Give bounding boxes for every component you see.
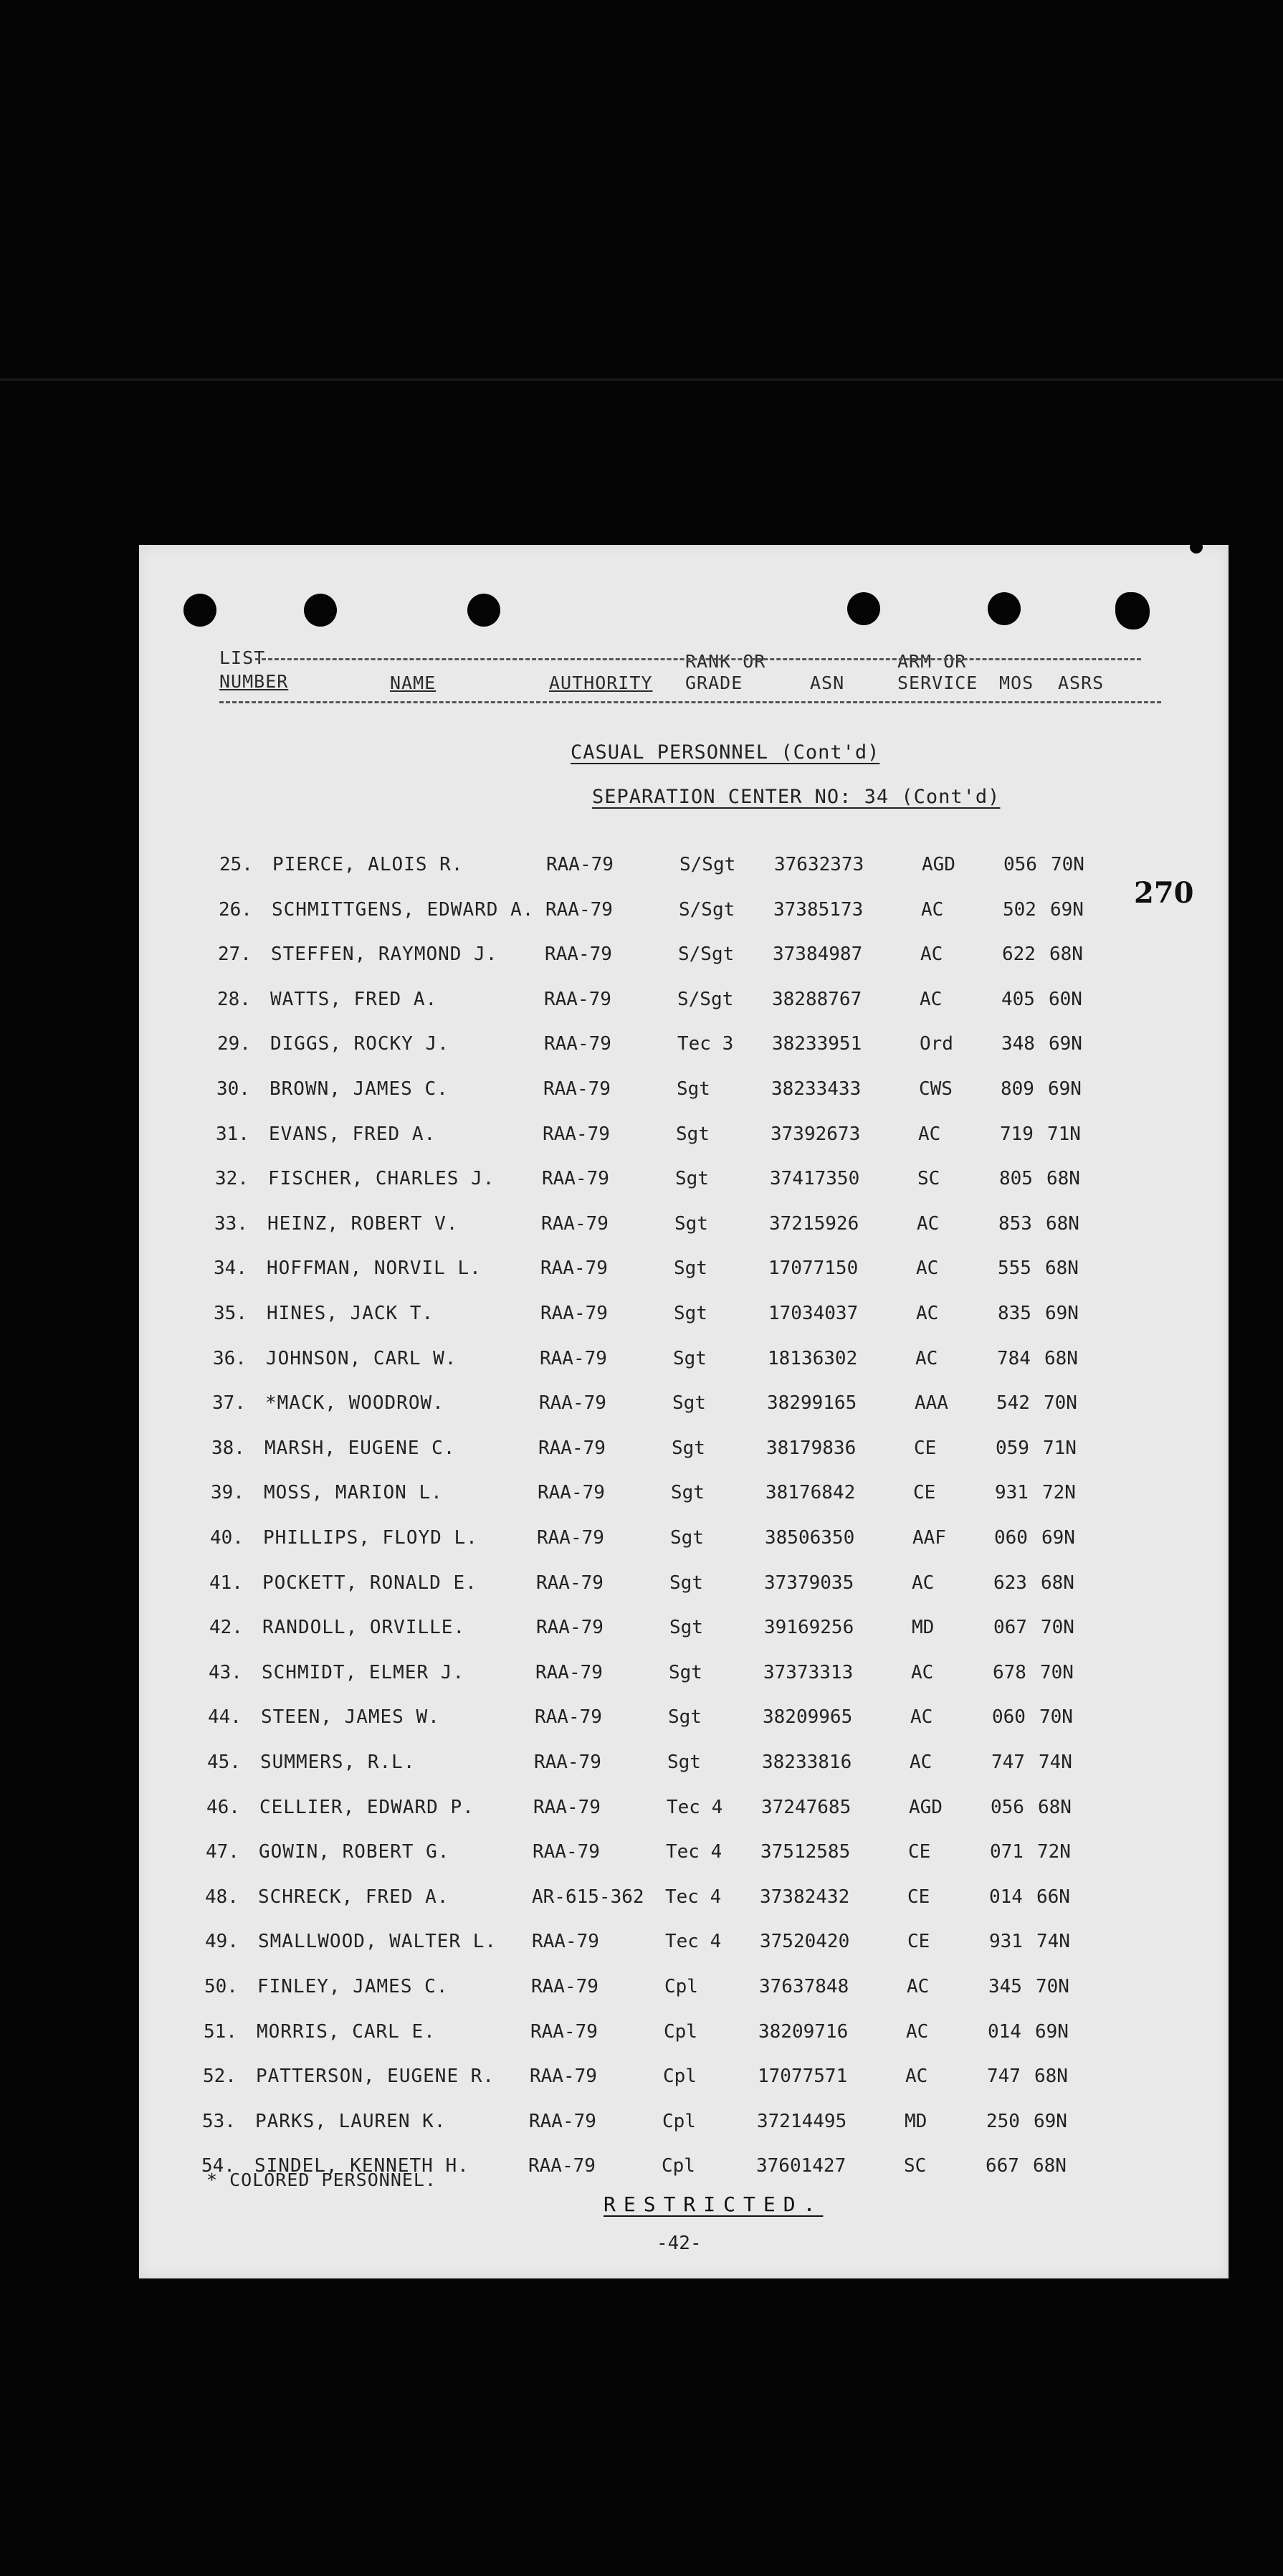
cell-arm-service: AGD <box>909 1797 943 1818</box>
cell-list-number: 27. <box>218 944 252 965</box>
cell-mos: 405 <box>1001 989 1035 1010</box>
cell-list-number: 34. <box>214 1258 247 1279</box>
cell-asn: 37637848 <box>759 1976 849 1997</box>
cell-list-number: 41. <box>209 1572 243 1594</box>
header-asn: ASN <box>810 672 845 693</box>
cell-list-number: 49. <box>205 1931 239 1952</box>
cell-name: MOSS, MARION L. <box>264 1482 443 1503</box>
cell-asrs: 72N <box>1037 1841 1071 1863</box>
cell-list-number: 46. <box>206 1797 240 1818</box>
cell-asrs: 68N <box>1046 1168 1080 1189</box>
cell-list-number: 33. <box>214 1213 248 1235</box>
cell-list-number: 38. <box>211 1437 245 1459</box>
cell-asn: 37417350 <box>770 1168 860 1189</box>
cell-rank: Sgt <box>670 1527 704 1549</box>
table-row <box>219 895 1107 924</box>
table-row <box>216 1075 1105 1103</box>
cell-mos: 784 <box>997 1348 1031 1369</box>
cell-list-number: 32. <box>215 1168 249 1189</box>
cell-rank: S/Sgt <box>677 989 734 1010</box>
cell-list-number: 47. <box>206 1841 239 1863</box>
cell-asn: 37247685 <box>761 1797 852 1818</box>
cell-list-number: 52. <box>203 2066 237 2087</box>
cell-asrs: 68N <box>1044 1348 1078 1369</box>
cell-list-number: 31. <box>216 1123 249 1145</box>
subsection-title: SEPARATION CENTER NO: 34 (Cont'd) <box>592 786 1001 808</box>
cell-asrs: 68N <box>1041 1572 1074 1594</box>
cell-arm-service: AGD <box>922 854 955 875</box>
cell-arm-service: AC <box>912 1572 935 1594</box>
cell-asrs: 70N <box>1036 1976 1069 1997</box>
header-arm-2: SERVICE <box>897 672 978 693</box>
cell-list-number: 35. <box>214 1303 247 1324</box>
header-authority: AUTHORITY <box>549 672 653 693</box>
table-row <box>211 1478 1100 1507</box>
cell-asrs: 69N <box>1041 1527 1075 1549</box>
cell-list-number: 26. <box>219 899 252 921</box>
cell-authority: RAA-79 <box>541 1213 609 1235</box>
table-row <box>202 2107 1091 2136</box>
cell-mos: 014 <box>989 1886 1023 1908</box>
cell-name: *MACK, WOODROW. <box>265 1392 444 1414</box>
cell-asn: 37384987 <box>773 944 863 965</box>
cell-arm-service: AC <box>910 1706 933 1728</box>
cell-asrs: 70N <box>1044 1392 1077 1414</box>
cell-arm-service: AC <box>916 1258 939 1279</box>
cell-asn: 38506350 <box>765 1527 855 1549</box>
table-row <box>204 2017 1092 2046</box>
cell-name: PATTERSON, EUGENE R. <box>256 2066 495 2087</box>
cell-asrs: 74N <box>1039 1752 1072 1773</box>
cell-arm-service: AC <box>916 1303 939 1324</box>
cell-arm-service: CE <box>913 1482 936 1503</box>
cell-arm-service: AC <box>921 899 944 921</box>
cell-rank: Sgt <box>669 1617 703 1638</box>
cell-rank: S/Sgt <box>679 854 736 875</box>
cell-name: STEFFEN, RAYMOND J. <box>271 944 498 965</box>
cell-authority: RAA-79 <box>535 1706 602 1728</box>
table-row <box>209 1569 1098 1597</box>
cell-list-number: 25. <box>219 854 253 875</box>
cell-list-number: 51. <box>204 2021 237 2043</box>
table-row <box>217 985 1106 1014</box>
cell-rank: Sgt <box>672 1437 705 1459</box>
cell-name: PIERCE, ALOIS R. <box>272 854 464 875</box>
cell-mos: 931 <box>989 1931 1023 1952</box>
cell-rank: Tec 3 <box>677 1033 734 1055</box>
cell-name: EVANS, FRED A. <box>269 1123 437 1145</box>
table-row <box>205 1927 1094 1956</box>
cell-arm-service: CE <box>908 1841 931 1863</box>
cell-rank: S/Sgt <box>679 899 735 921</box>
cell-mos: 345 <box>988 1976 1022 1997</box>
cell-asn: 38176842 <box>765 1482 856 1503</box>
table-row <box>207 1748 1096 1777</box>
cell-rank: Cpl <box>663 2066 697 2087</box>
table-row <box>210 1524 1099 1552</box>
cell-asrs: 68N <box>1034 2066 1068 2087</box>
cell-rank: Cpl <box>664 2021 697 2043</box>
punch-hole <box>467 594 500 627</box>
cell-asn: 17034037 <box>768 1303 859 1324</box>
header-rule-bottom <box>219 701 1161 703</box>
cell-mos: 835 <box>998 1303 1031 1324</box>
cell-list-number: 30. <box>216 1078 250 1100</box>
cell-name: RANDOLL, ORVILLE. <box>262 1617 466 1638</box>
cell-asrs: 69N <box>1048 1078 1082 1100</box>
cell-authority: RAA-79 <box>543 1078 611 1100</box>
cell-rank: Sgt <box>669 1662 702 1683</box>
cell-asn: 37632373 <box>774 854 864 875</box>
cell-authority: RAA-79 <box>544 989 611 1010</box>
cell-mos: 060 <box>994 1527 1028 1549</box>
cell-name: SCHRECK, FRED A. <box>258 1886 449 1908</box>
table-row <box>214 1254 1102 1283</box>
cell-asn: 37385173 <box>773 899 864 921</box>
cell-mos: 623 <box>993 1572 1027 1594</box>
cell-authority: RAA-79 <box>534 1752 601 1773</box>
table-row <box>216 1120 1105 1149</box>
cell-asrs: 60N <box>1049 989 1082 1010</box>
cell-asrs: 68N <box>1045 1258 1079 1279</box>
table-row <box>208 1703 1097 1731</box>
cell-arm-service: AC <box>906 2021 929 2043</box>
cell-name: PHILLIPS, FLOYD L. <box>263 1527 478 1549</box>
cell-rank: Tec 4 <box>665 1931 722 1952</box>
table-row <box>214 1299 1102 1328</box>
header-arm-1: ARM OR <box>897 651 967 672</box>
cell-rank: Sgt <box>675 1168 709 1189</box>
punch-hole <box>304 594 337 627</box>
cell-list-number: 36. <box>213 1348 247 1369</box>
cell-name: SCHMIDT, ELMER J. <box>262 1662 465 1683</box>
cell-name: GOWIN, ROBERT G. <box>259 1841 450 1863</box>
cell-asn: 38233951 <box>772 1033 862 1055</box>
cell-rank: Sgt <box>674 1213 708 1235</box>
header-rule-top <box>255 658 1141 660</box>
cell-asrs: 69N <box>1034 2111 1067 2132</box>
corner-mark <box>1190 541 1203 553</box>
cell-mos: 805 <box>999 1168 1033 1189</box>
table-row <box>206 1793 1095 1822</box>
cell-name: JOHNSON, CARL W. <box>266 1348 457 1369</box>
cell-list-number: 42. <box>209 1617 243 1638</box>
cell-mos: 014 <box>988 2021 1021 2043</box>
table-row <box>219 850 1108 879</box>
cell-asn: 38233433 <box>771 1078 862 1100</box>
table-row <box>206 1838 1094 1866</box>
cell-name: PARKS, LAUREN K. <box>255 2111 447 2132</box>
cell-asn: 37392673 <box>771 1123 861 1145</box>
cell-name: SCHMITTGENS, EDWARD A. <box>272 899 535 921</box>
restricted-stamp: RESTRICTED. <box>604 2192 824 2216</box>
punch-hole <box>1115 592 1150 629</box>
cell-rank: Sgt <box>677 1078 710 1100</box>
cell-rank: Sgt <box>671 1482 705 1503</box>
cell-asn: 37214495 <box>757 2111 847 2132</box>
table-row <box>209 1658 1097 1687</box>
punch-hole <box>847 592 880 625</box>
cell-mos: 502 <box>1003 899 1036 921</box>
cell-authority: RAA-79 <box>537 1527 604 1549</box>
cell-arm-service: AC <box>920 944 943 965</box>
cell-asrs: 71N <box>1043 1437 1077 1459</box>
cell-name: MORRIS, CARL E. <box>257 2021 436 2043</box>
cell-asrs: 69N <box>1049 1033 1082 1055</box>
cell-rank: Cpl <box>662 2111 696 2132</box>
cell-list-number: 50. <box>204 1976 238 1997</box>
cell-asn: 38209965 <box>763 1706 853 1728</box>
cell-authority: RAA-79 <box>536 1572 604 1594</box>
cell-mos: 056 <box>991 1797 1024 1818</box>
cell-name: SUMMERS, R.L. <box>260 1752 416 1773</box>
cell-authority: RAA-79 <box>528 2155 596 2177</box>
cell-asn: 38209716 <box>758 2021 849 2043</box>
cell-arm-service: AC <box>905 2066 928 2087</box>
cell-rank: Cpl <box>664 1976 698 1997</box>
cell-asn: 37382432 <box>760 1886 850 1908</box>
cell-rank: Sgt <box>673 1348 707 1369</box>
table-row <box>211 1434 1100 1463</box>
table-row <box>212 1389 1101 1417</box>
table-row <box>205 1883 1094 1911</box>
cell-mos: 667 <box>986 2155 1019 2177</box>
cell-arm-service: AAA <box>915 1392 948 1414</box>
cell-asn: 37379035 <box>764 1572 854 1594</box>
cell-arm-service: AAF <box>912 1527 946 1549</box>
table-row <box>203 2062 1092 2091</box>
header-asrs: ASRS <box>1058 672 1105 693</box>
cell-mos: 809 <box>1001 1078 1034 1100</box>
cell-name: STEEN, JAMES W. <box>261 1706 440 1728</box>
cell-name: SMALLWOOD, WALTER L. <box>258 1931 497 1952</box>
cell-name: FISCHER, CHARLES J. <box>268 1168 495 1189</box>
cell-arm-service: Ord <box>920 1033 953 1055</box>
cell-authority: RAA-79 <box>540 1303 608 1324</box>
cell-authority: RAA-79 <box>533 1841 600 1863</box>
section-title: CASUAL PERSONNEL (Cont'd) <box>571 741 880 764</box>
cell-mos: 348 <box>1001 1033 1035 1055</box>
cell-asrs: 69N <box>1050 899 1084 921</box>
cell-authority: AR-615-362 <box>532 1886 644 1908</box>
cell-asn: 17077571 <box>758 2066 848 2087</box>
table-row <box>217 1030 1106 1058</box>
header-list-number-2: NUMBER <box>219 671 289 692</box>
cell-asrs: 70N <box>1040 1662 1074 1683</box>
cell-list-number: 40. <box>210 1527 244 1549</box>
cell-authority: RAA-79 <box>532 1931 599 1952</box>
cell-arm-service: MD <box>912 1617 935 1638</box>
cell-asn: 18136302 <box>768 1348 858 1369</box>
cell-mos: 071 <box>990 1841 1024 1863</box>
cell-rank: Tec 4 <box>666 1841 722 1863</box>
cell-asn: 38299165 <box>767 1392 857 1414</box>
cell-arm-service: AC <box>907 1976 930 1997</box>
cell-asn: 38233816 <box>762 1752 852 1773</box>
cell-asn: 38288767 <box>772 989 862 1010</box>
cell-arm-service: CWS <box>919 1078 953 1100</box>
cell-arm-service: AC <box>920 989 943 1010</box>
cell-mos: 542 <box>996 1392 1030 1414</box>
cell-asrs: 70N <box>1039 1706 1073 1728</box>
cell-authority: RAA-79 <box>542 1168 609 1189</box>
cell-name: HEINZ, ROBERT V. <box>267 1213 459 1235</box>
cell-mos: 853 <box>998 1213 1032 1235</box>
scan-divider <box>0 379 1283 381</box>
cell-arm-service: SC <box>917 1168 940 1189</box>
cell-name: FINLEY, JAMES C. <box>257 1976 449 1997</box>
cell-arm-service: SC <box>904 2155 927 2177</box>
cell-asn: 38179836 <box>766 1437 857 1459</box>
table-row <box>215 1164 1104 1193</box>
cell-asrs: 68N <box>1046 1213 1079 1235</box>
cell-name: HOFFMAN, NORVIL L. <box>267 1258 482 1279</box>
cell-authority: RAA-79 <box>529 2111 596 2132</box>
cell-mos: 931 <box>995 1482 1029 1503</box>
cell-rank: Sgt <box>667 1752 701 1773</box>
cell-asn: 17077150 <box>768 1258 859 1279</box>
cell-name: WATTS, FRED A. <box>270 989 438 1010</box>
cell-arm-service: CE <box>907 1886 930 1908</box>
cell-mos: 060 <box>992 1706 1026 1728</box>
footnote: * COLORED PERSONNEL. <box>206 2169 437 2190</box>
cell-asrs: 70N <box>1051 854 1084 875</box>
cell-arm-service: AC <box>918 1123 941 1145</box>
cell-rank: Tec 4 <box>665 1886 722 1908</box>
cell-authority: RAA-79 <box>545 899 613 921</box>
cell-name: MARSH, EUGENE C. <box>264 1437 456 1459</box>
cell-authority: RAA-79 <box>530 2021 598 2043</box>
cell-arm-service: AC <box>911 1662 934 1683</box>
cell-list-number: 54. <box>201 2155 235 2177</box>
cell-rank: Sgt <box>674 1258 707 1279</box>
cell-name: HINES, JACK T. <box>267 1303 434 1324</box>
cell-name: SINDEL, KENNETH H. <box>254 2155 469 2177</box>
cell-asn: 37512585 <box>760 1841 851 1863</box>
cell-asn: 37601427 <box>756 2155 846 2177</box>
cell-rank: Sgt <box>669 1572 703 1594</box>
cell-authority: RAA-79 <box>535 1662 603 1683</box>
cell-mos: 678 <box>993 1662 1026 1683</box>
cell-list-number: 43. <box>209 1662 242 1683</box>
cell-rank: Sgt <box>674 1303 707 1324</box>
cell-name: POCKETT, RONALD E. <box>262 1572 477 1594</box>
cell-asn: 37215926 <box>769 1213 859 1235</box>
cell-arm-service: AC <box>917 1213 940 1235</box>
cell-mos: 747 <box>991 1752 1025 1773</box>
cell-authority: RAA-79 <box>544 1033 611 1055</box>
header-name: NAME <box>390 672 437 693</box>
cell-rank: Sgt <box>676 1123 710 1145</box>
cell-list-number: 44. <box>208 1706 242 1728</box>
cell-asn: 39169256 <box>764 1617 854 1638</box>
header-rank-1: RANK OR <box>685 651 766 672</box>
cell-authority: RAA-79 <box>540 1348 607 1369</box>
cell-list-number: 45. <box>207 1752 241 1773</box>
cell-asn: 37373313 <box>763 1662 854 1683</box>
cell-asrs: 70N <box>1041 1617 1074 1638</box>
table-row <box>204 1972 1093 2001</box>
cell-arm-service: CE <box>907 1931 930 1952</box>
cell-asn: 37520420 <box>760 1931 850 1952</box>
cell-mos: 056 <box>1003 854 1037 875</box>
cell-asrs: 69N <box>1035 2021 1069 2043</box>
header-list-number-1: LIST <box>219 647 266 668</box>
cell-name: DIGGS, ROCKY J. <box>270 1033 449 1055</box>
cell-rank: Sgt <box>672 1392 706 1414</box>
header-mos: MOS <box>999 672 1034 693</box>
cell-asrs: 71N <box>1047 1123 1081 1145</box>
cell-authority: RAA-79 <box>540 1258 608 1279</box>
cell-rank: Cpl <box>662 2155 695 2177</box>
cell-authority: RAA-79 <box>546 854 614 875</box>
cell-name: CELLIER, EDWARD P. <box>259 1797 474 1818</box>
cell-arm-service: CE <box>914 1437 937 1459</box>
punch-hole <box>988 592 1021 625</box>
cell-mos: 250 <box>986 2111 1020 2132</box>
cell-authority: RAA-79 <box>533 1797 601 1818</box>
cell-authority: RAA-79 <box>538 1437 606 1459</box>
cell-asrs: 69N <box>1045 1303 1079 1324</box>
table-row <box>213 1344 1102 1373</box>
cell-authority: RAA-79 <box>539 1392 606 1414</box>
cell-asrs: 68N <box>1049 944 1083 965</box>
cell-asrs: 66N <box>1036 1886 1070 1908</box>
table-row <box>209 1613 1098 1642</box>
cell-name: BROWN, JAMES C. <box>270 1078 449 1100</box>
cell-authority: RAA-79 <box>543 1123 610 1145</box>
punch-hole <box>183 594 216 627</box>
cell-list-number: 48. <box>205 1886 239 1908</box>
cell-asrs: 68N <box>1038 1797 1072 1818</box>
cell-arm-service: MD <box>905 2111 927 2132</box>
cell-mos: 555 <box>998 1258 1031 1279</box>
cell-mos: 747 <box>987 2066 1021 2087</box>
cell-list-number: 29. <box>217 1033 251 1055</box>
cell-authority: RAA-79 <box>531 1976 598 1997</box>
cell-list-number: 28. <box>217 989 251 1010</box>
cell-asrs: 68N <box>1033 2155 1067 2177</box>
table-row <box>214 1209 1103 1238</box>
cell-list-number: 53. <box>202 2111 236 2132</box>
cell-mos: 719 <box>1000 1123 1034 1145</box>
cell-mos: 067 <box>993 1617 1027 1638</box>
cell-asrs: 74N <box>1036 1931 1070 1952</box>
cell-arm-service: AC <box>910 1752 933 1773</box>
cell-authority: RAA-79 <box>538 1482 605 1503</box>
cell-list-number: 39. <box>211 1482 244 1503</box>
table-row <box>218 940 1107 969</box>
cell-list-number: 37. <box>212 1392 246 1414</box>
header-rank-2: GRADE <box>685 672 743 693</box>
cell-authority: RAA-79 <box>545 944 612 965</box>
cell-authority: RAA-79 <box>530 2066 597 2087</box>
cell-asrs: 72N <box>1042 1482 1076 1503</box>
cell-rank: S/Sgt <box>678 944 735 965</box>
cell-rank: Tec 4 <box>667 1797 723 1818</box>
cell-mos: 059 <box>996 1437 1029 1459</box>
side-page-number: 270 <box>1134 876 1194 910</box>
page-number: -42- <box>657 2233 702 2254</box>
cell-mos: 622 <box>1002 944 1036 965</box>
cell-rank: Sgt <box>668 1706 702 1728</box>
cell-authority: RAA-79 <box>536 1617 604 1638</box>
cell-arm-service: AC <box>915 1348 938 1369</box>
